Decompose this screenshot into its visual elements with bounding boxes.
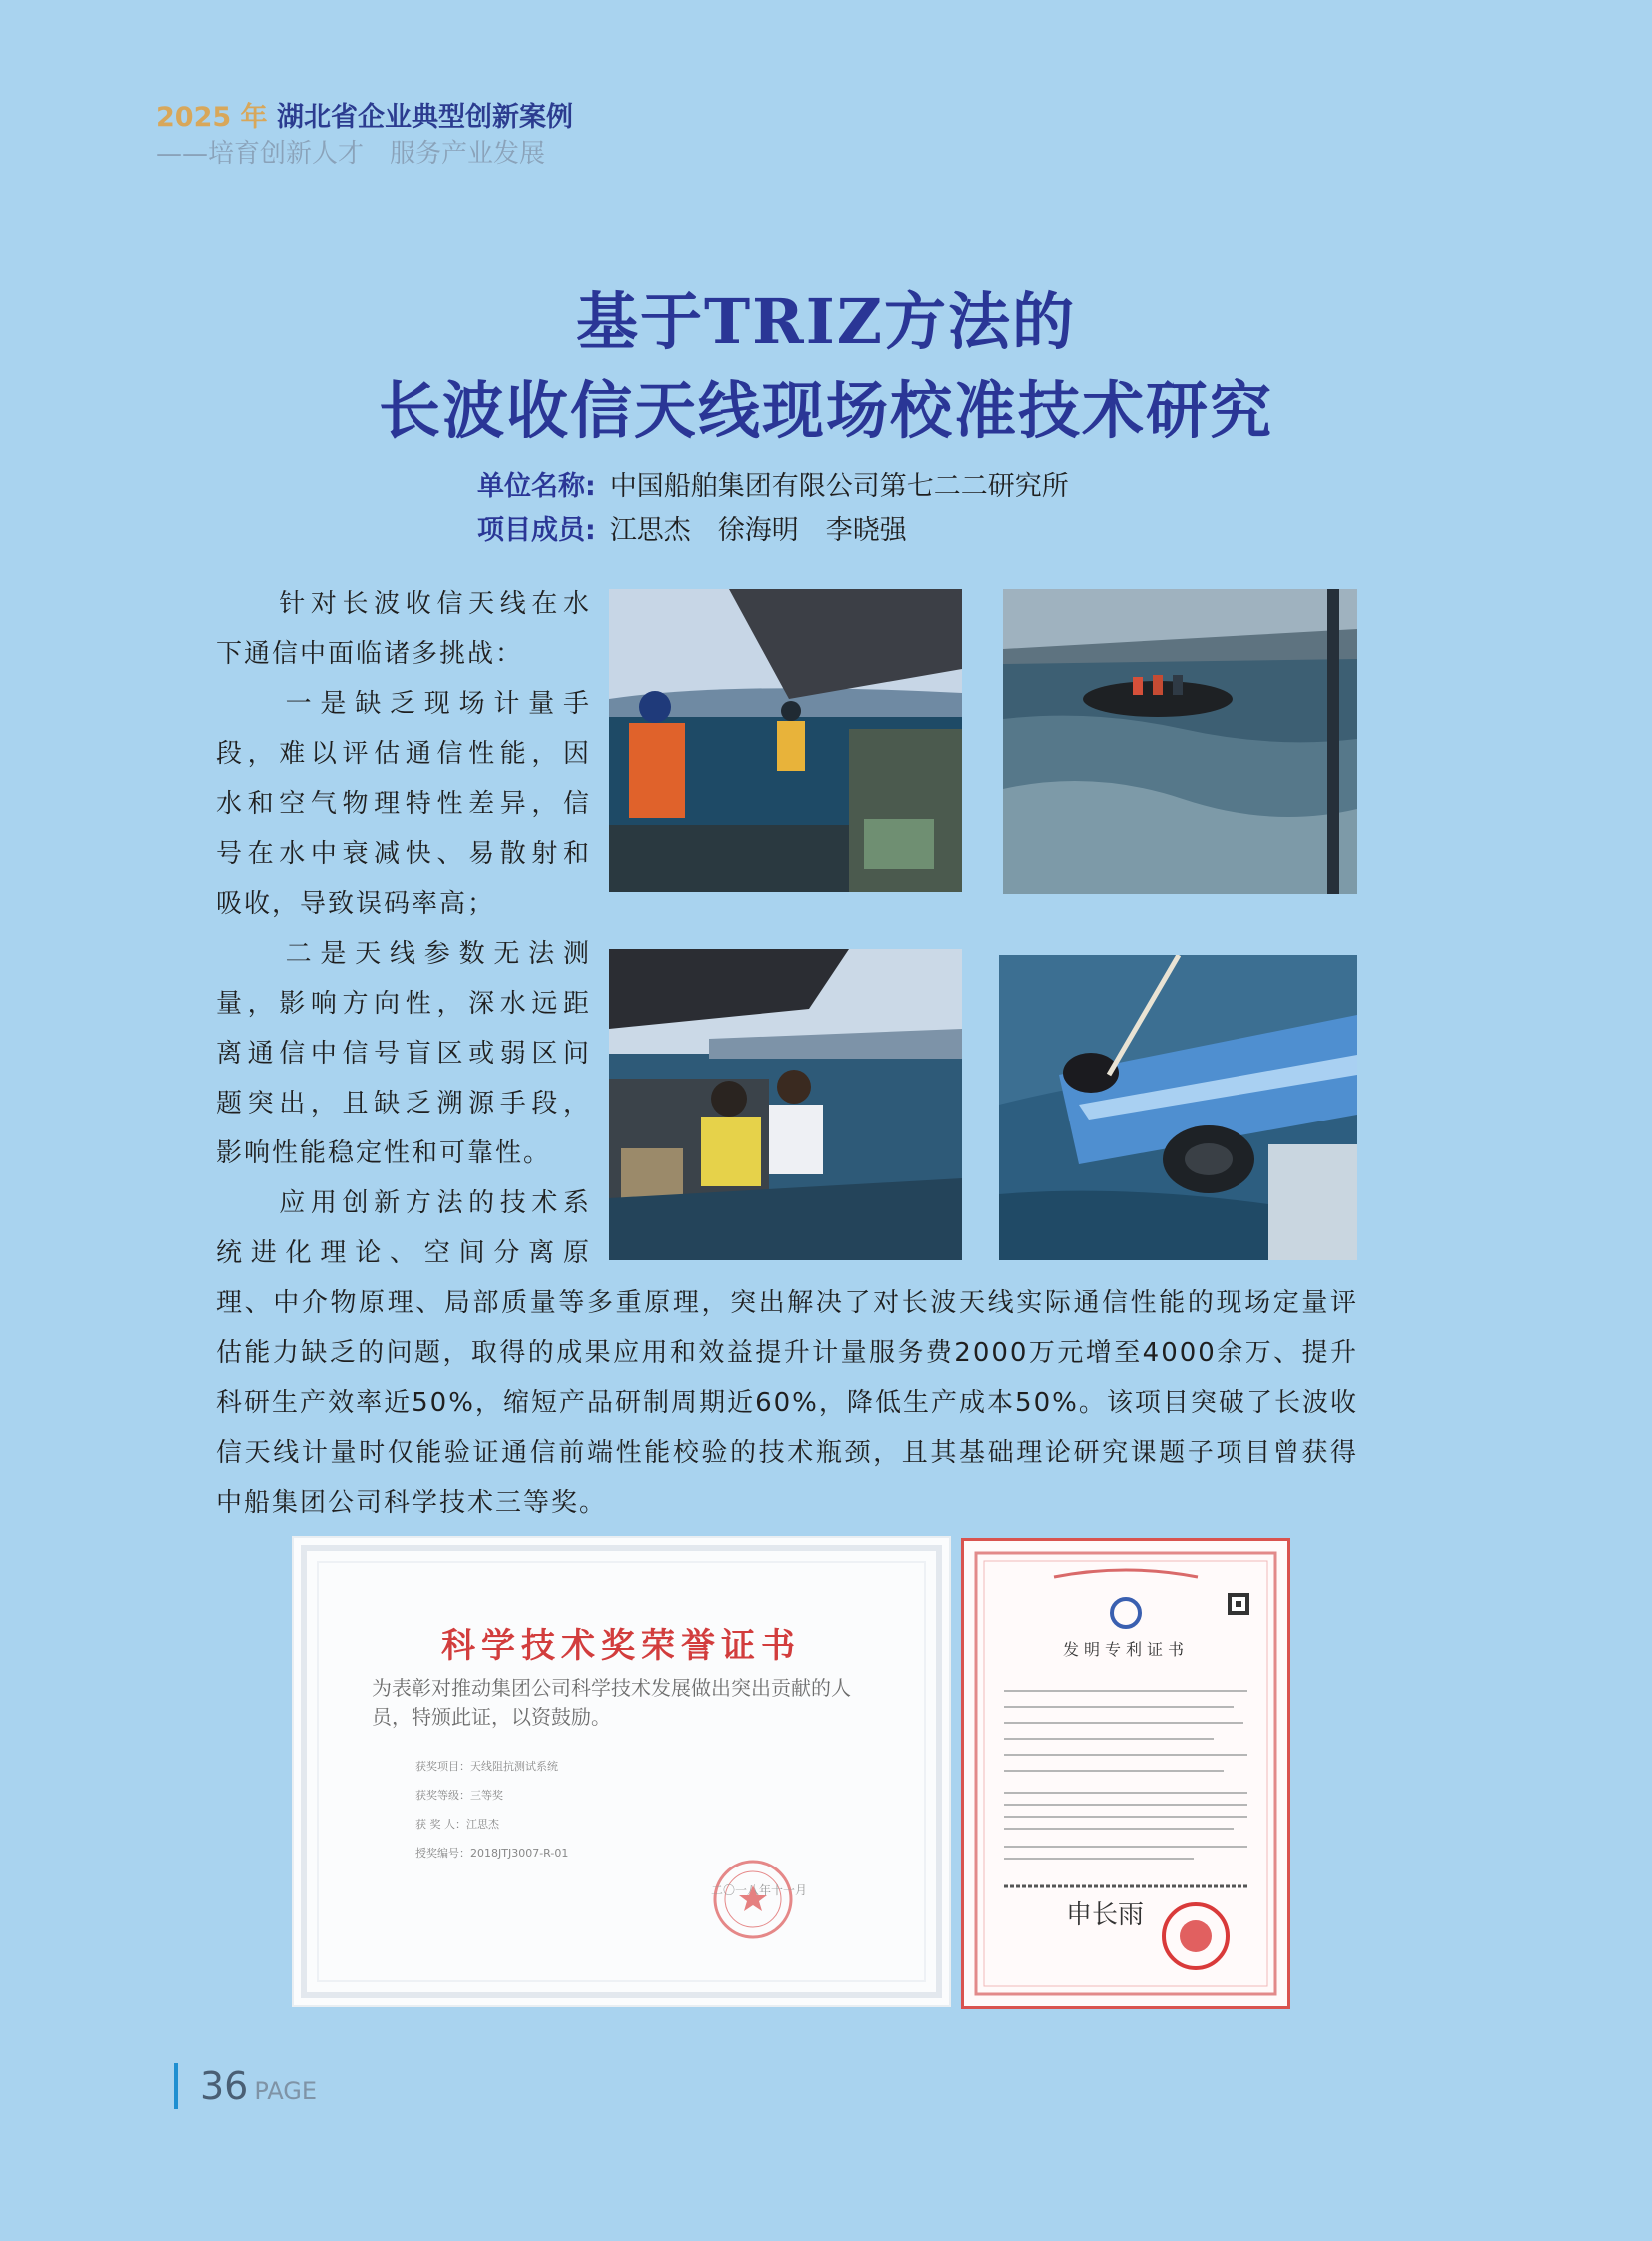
award-field: 授奖编号：2018JTJ3007-R-01 (415, 1847, 569, 1860)
body-line: 离通信中信号盲区或弱区问 (216, 1039, 591, 1069)
page-label: PAGE (254, 2077, 318, 2105)
photo-rubber-boat (1003, 589, 1357, 894)
org-label: 单位名称: (477, 471, 596, 502)
page-footer (174, 2063, 317, 2109)
body-paragraph: 理、中介物原理、局部质量等多重原理，突出解决了对长波天线实际通信性能的现场定量评估能力缺乏的问题，取得的成果应用和效益提升计量服务费2000万元增至4000余万、提升科研生产效率近50%，缩短产品研制周期近60%，降低生产成本50%。该项目突破了长波收信天线计量时仅能验证通信前端性能校验的技术瓶颈，且其基础理论研究课题子项目曾获得中船集团公司科学技术三等奖。 (216, 1288, 1358, 1518)
body-line: 应用创新方法的技术系 (216, 1188, 591, 1218)
body-line: 针对长波收信天线在水 (216, 589, 591, 619)
body-line: 量，影响方向性，深水远距 (216, 989, 591, 1019)
article-title-line2: 长波收信天线现场校准技术研究 (378, 374, 1273, 447)
award-field: 获奖等级：三等奖 (415, 1789, 503, 1802)
article-body-narrow (216, 579, 591, 1278)
body-line: 吸收，导致误码率高； (216, 889, 496, 919)
photo-antenna-buoy (999, 955, 1357, 1260)
body-line: 题突出，且缺乏溯源手段， (216, 1089, 591, 1119)
header-subtitle: ——培育创新人才 服务产业发展 (156, 139, 546, 169)
header-title-line (156, 100, 573, 136)
award-date: 二〇一八年十一月 (711, 1883, 808, 1897)
magazine-header (156, 100, 573, 172)
page-number: 36 (200, 2064, 249, 2108)
photo-team-onboard (609, 949, 962, 1260)
body-line: 水和空气物理特性差异，信 (216, 789, 591, 819)
body-line: 二是天线参数无法测 (216, 939, 591, 969)
body-line: 段，难以评估通信性能，因 (216, 739, 591, 769)
org-value: 中国船舶集团有限公司第七二二研究所 (609, 471, 1069, 502)
header-year: 2025 年 (156, 102, 268, 133)
patent-title: 发明专利证书 (1062, 1640, 1189, 1659)
body-line: 一是缺乏现场计量手 (216, 689, 591, 719)
body-line: 影响性能稳定性和可靠性。 (216, 1138, 552, 1168)
header-title: 湖北省企业典型创新案例 (276, 102, 573, 133)
article-body-wide (216, 1278, 1358, 1528)
article-title-line1: 基于TRIZ方法的 (576, 285, 1076, 358)
award-field: 获奖项目：天线阻抗测试系统 (415, 1760, 558, 1773)
patent-signature: 申长雨 (1066, 1900, 1145, 1930)
award-text: 为表彰对推动集团公司科学技术发展做出突出贡献的人员，特颁此证，以资鼓励。 (372, 1676, 851, 1729)
body-line: 下通信中面临诸多挑战： (216, 639, 524, 669)
patent-certificate (961, 1538, 1290, 2009)
body-line: 号在水中衰减快、易散射和 (216, 839, 591, 869)
members-value: 江思杰 徐海明 李晓强 (609, 515, 907, 546)
members-label: 项目成员: (477, 515, 596, 546)
award-title: 科学技术奖荣誉证书 (441, 1626, 801, 1666)
body-line: 统进化理论、空间分离原 (216, 1238, 591, 1268)
photo-boat-workers (609, 589, 962, 892)
org-line (477, 467, 1069, 507)
award-field: 获 奖 人：江思杰 (415, 1818, 499, 1831)
award-certificate (292, 1536, 951, 2007)
members-line (477, 511, 907, 551)
award-fields (415, 1752, 568, 1868)
